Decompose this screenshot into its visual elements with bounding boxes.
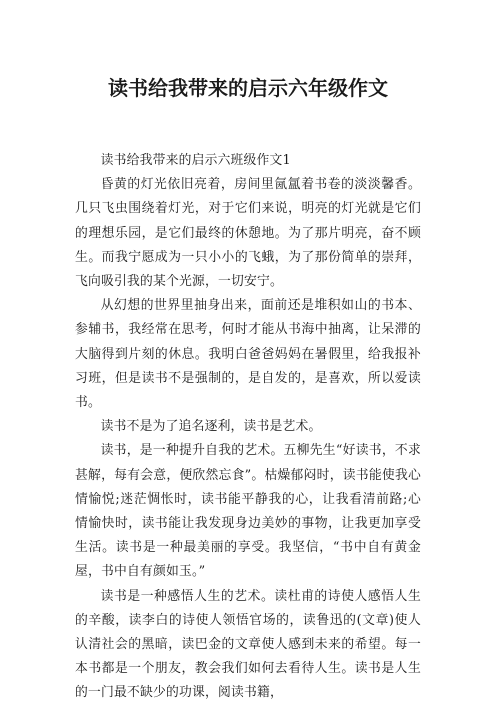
subtitle-paragraph: 读书给我带来的启示六班级作文1 [100,153,291,168]
body-paragraph: 读书，是一种提升自我的艺术。五柳先生“好读书，不求甚解，每有会意，便欣然忘食”。枯燥郁闷时，读书能使我心情愉悦;迷茫惆怅时，读书能平静我的心，让我看清前路;心情愉快时，读书能让我发现身边美妙的事物，让我更加享受生活。读书是一种最美丽的享受。我坚信，“书中自有黄金屋，书中自有颜如玉。” [75,443,421,580]
body-paragraph: 昏黄的灯光依旧亮着，房间里氤氲着书卷的淡淡馨香。几只飞虫围绕着灯光，对于它们来说，明亮的灯光就是它们的理想乐园，是它们最终的休憩地。为了那片明亮，奋不顾生。而我宁愿成为一只小小的飞蛾，为了那份简单的崇拜，飞向吸引我的某个光源，一切安宁。 [75,177,421,290]
body-paragraph: 读书不是为了追名逐利，读书是艺术。 [100,419,322,435]
document-title: 读书给我带来的启示六年级作文 [108,76,388,100]
body-paragraph: 从幻想的世界里抽身出来，面前还是堆积如山的书本、参辅书，我经常在思考，何时才能从书海中抽离，让呆滞的大脑得到片刻的休息。我明白爸爸妈妈在暑假里，给我报补习班，但是读书不是强制的，是自发的，是喜欢，所以爱读书。 [75,298,421,411]
document-body [75,149,421,706]
body-paragraph: 读书是一种感悟人生的艺术。读杜甫的诗使人感悟人生的辛酸，读李白的诗使人领悟官场的，读鲁迅的(文章)使人认清社会的黑暗，读巴金的文章使人感到未来的希望。每一本书都是一个朋友，教会我们如何去看待人生。读书是人生的一门最不缺少的功课，阅读书籍， [75,588,421,701]
